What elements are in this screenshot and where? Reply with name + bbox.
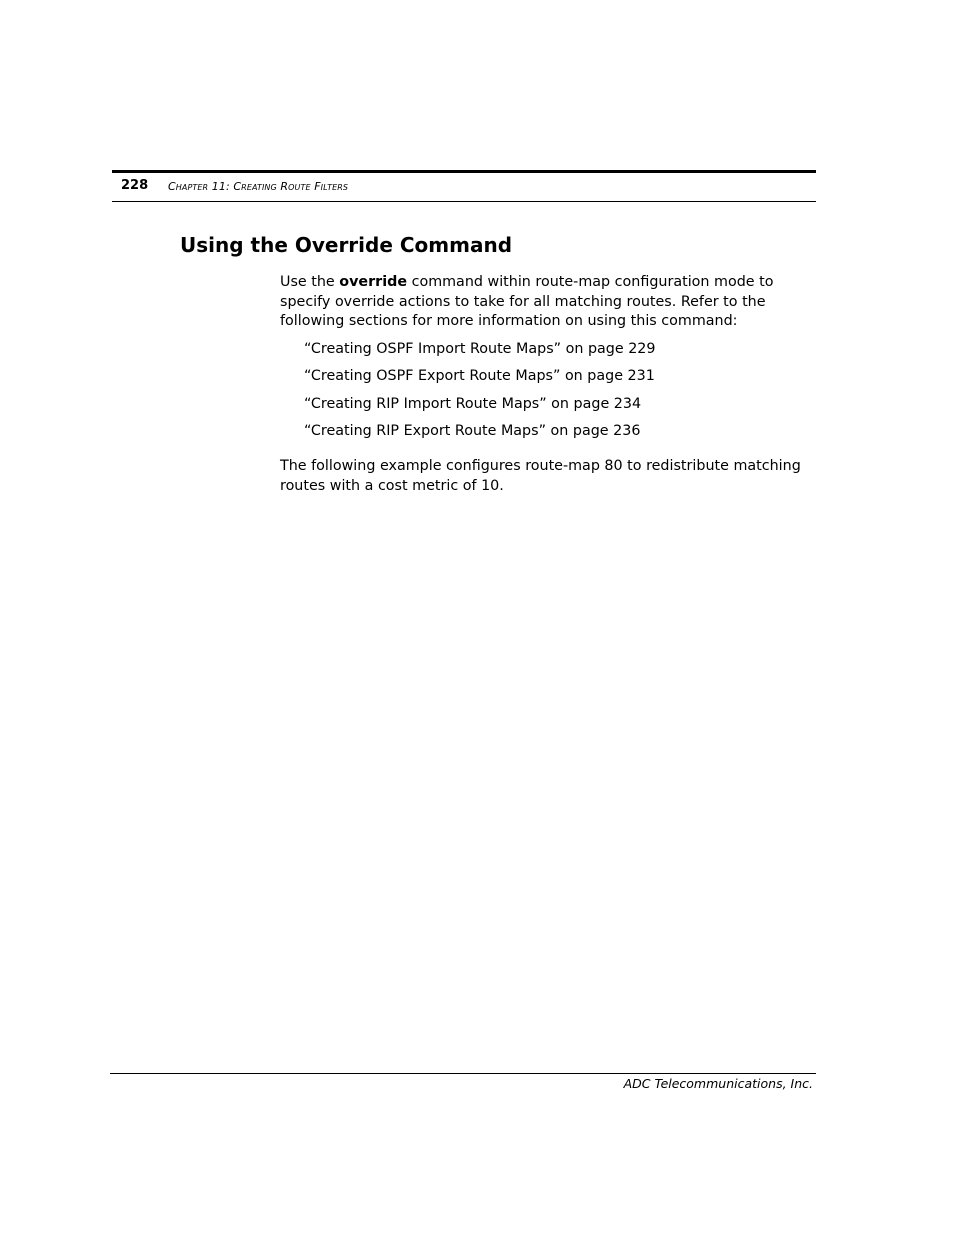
- intro-paragraph: [280, 273, 820, 332]
- header-bottom-rule: [112, 201, 816, 202]
- footer-publisher: ADC Telecommunications, Inc.: [623, 1076, 813, 1091]
- cross-reference-link[interactable]: “Creating RIP Export Route Maps” on page 236: [304, 422, 641, 439]
- section-title: Using the Override Command: [180, 233, 513, 257]
- cross-reference-link[interactable]: “Creating RIP Import Route Maps” on page 234: [304, 395, 642, 412]
- header-top-rule: [112, 170, 816, 173]
- intro-suffix: command within route-map configuration mode to specify override actions to take for all matching routes. Refer to the following sections for more information on using this command:: [280, 274, 774, 330]
- cross-reference-list: [304, 339, 655, 448]
- running-head: Chapter 11: Creating Route Filters: [168, 180, 349, 193]
- cross-reference-link[interactable]: “Creating OSPF Import Route Maps” on page 229: [304, 341, 656, 357]
- intro-prefix: Use the: [280, 274, 340, 290]
- cross-reference-link[interactable]: “Creating OSPF Export Route Maps” on page 231: [304, 368, 655, 385]
- page-number: 228: [121, 178, 149, 193]
- override-command: override: [339, 274, 408, 290]
- example-paragraph: The following example configures route-map 80 to redistribute matching routes with a cost metric of 10.: [280, 458, 801, 494]
- footer-rule: [110, 1073, 816, 1074]
